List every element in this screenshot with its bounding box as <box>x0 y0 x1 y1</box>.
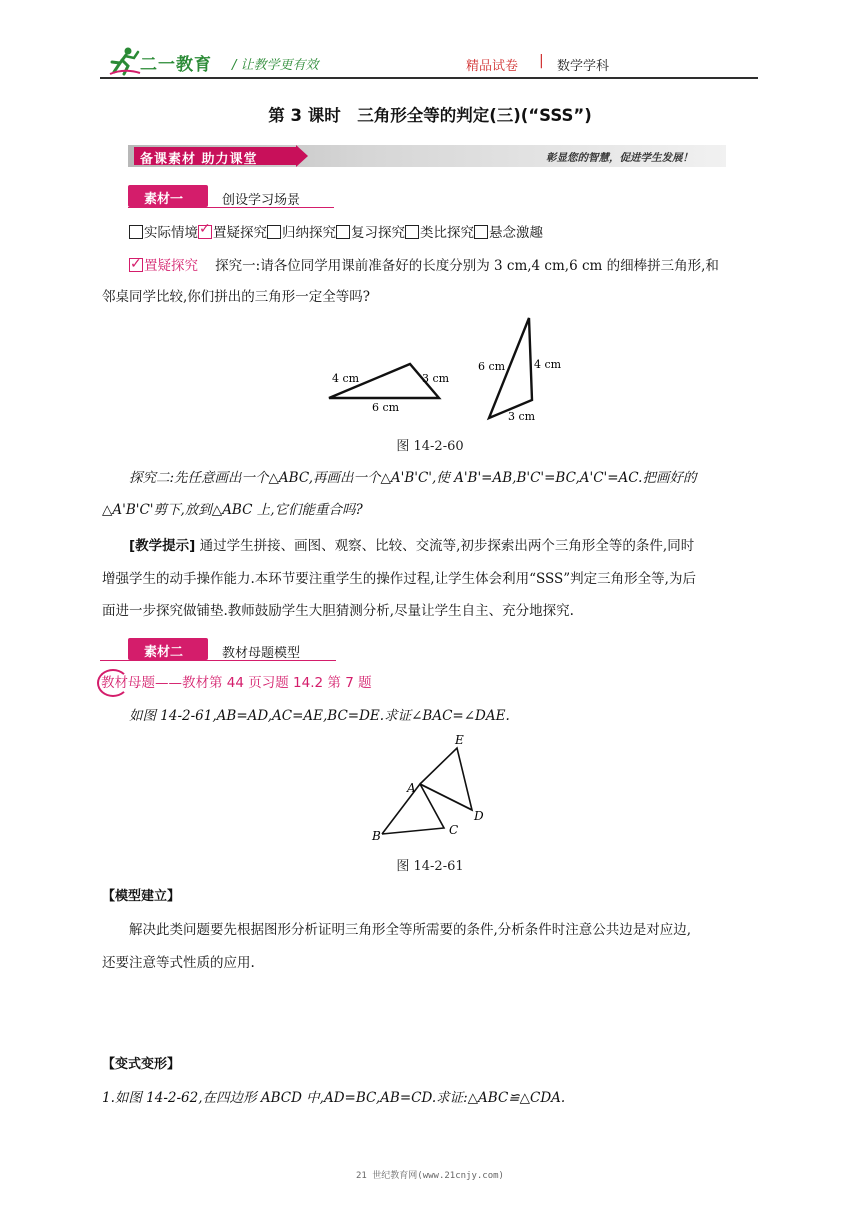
explore2-line2: △A'B'C'剪下,放到△ABC 上,它们能重合吗? <box>102 502 363 518</box>
section2-underline <box>100 660 336 661</box>
point-a-label: A <box>407 781 416 795</box>
checkbox-label: 类比探究 <box>420 225 474 241</box>
explore1-text: 探究一:请各位同学用课前准备好的长度分别为 3 cm,4 cm,6 cm 的细棒拼三角形,和 <box>215 258 719 274</box>
checkbox-empty-icon <box>474 225 488 239</box>
tri2-bottom-label: 3 cm <box>508 410 536 423</box>
teaching-tip-line3: 面进一步探究做铺垫.教师鼓励学生大胆猜测分析,尽量让学生自主、充分地探究. <box>102 603 574 619</box>
checkbox-empty-icon <box>405 225 419 239</box>
point-d-label: D <box>474 809 484 823</box>
model-line1: 解决此类问题要先根据图形分析证明三角形全等所需要的条件,分析条件时注意公共边是对应边, <box>129 922 692 938</box>
page-title: 第 3 课时 三角形全等的判定(三)(“SSS”) <box>268 106 592 125</box>
explore2-line1: 探究二:先任意画出一个△ABC,再画出一个△A'B'C',使 A'B'=AB,B'C'=BC,A'C'=AC.把画好的 <box>129 470 697 486</box>
page-footer: 21 世纪教育网(www.21cnjy.com) <box>356 1171 504 1181</box>
model-heading: 【模型建立】 <box>102 889 181 904</box>
explore1-line1 <box>129 256 719 276</box>
lead-label: 置疑探究 <box>144 258 198 274</box>
checkbox-suspense[interactable] <box>474 225 543 241</box>
logo-text: 二一教育 <box>140 55 212 75</box>
checkbox-analogy-explore[interactable] <box>405 225 474 241</box>
header-slogan: / 让教学更有效 <box>232 58 319 73</box>
variant-heading: 【变式变形】 <box>102 1057 181 1072</box>
tri1-bottom-label: 6 cm <box>372 401 400 414</box>
banner-chevron-icon <box>296 145 308 167</box>
header-label-premium: 精品试卷 <box>466 59 519 74</box>
checkbox-empty-icon <box>267 225 281 239</box>
checkbox-label: 实际情境 <box>144 225 198 241</box>
teaching-tip-text: 通过学生拼接、画图、观察、比较、交流等,初步探索出两个三角形全等的条件,同时 <box>195 538 695 554</box>
checkbox-review-explore[interactable] <box>336 225 405 241</box>
header-rule <box>100 77 758 79</box>
checkbox-label: 归纳探究 <box>282 225 336 241</box>
point-b-label: B <box>372 829 381 842</box>
model-line2: 还要注意等式性质的应用. <box>102 955 255 971</box>
tri1-left-label: 4 cm <box>332 372 360 385</box>
teaching-tip-line2: 增强学生的动手操作能力.本环节要注重学生的操作过程,让学生体会利用“SSS”判定三角形全等,为后 <box>102 571 696 587</box>
figure-caption-61: 图 14-2-61 <box>396 859 464 874</box>
checkbox-checked-icon <box>129 258 143 272</box>
checkbox-checked-icon <box>198 225 212 239</box>
teaching-tip-line1 <box>129 536 694 556</box>
teaching-tip-label: [教学提示] <box>129 538 196 554</box>
checkbox-label: 置疑探究 <box>213 225 267 241</box>
figure-caption-60: 图 14-2-60 <box>396 439 464 454</box>
point-c-label: C <box>449 823 459 837</box>
scenario-checkbox-row <box>129 221 543 241</box>
logo-runner-icon <box>108 46 142 80</box>
mother-problem-line <box>101 673 372 693</box>
section2-tag-label: 素材二 <box>144 645 184 660</box>
point-e-label: E <box>455 733 464 747</box>
explore1-line2: 邻桌同学比较,你们拼出的三角形一定全等吗? <box>102 289 371 305</box>
tri1-right-label: 3 cm <box>422 372 450 385</box>
checkbox-induction-explore[interactable] <box>267 225 336 241</box>
checkbox-label: 复习探究 <box>351 225 405 241</box>
section1-tag-label: 素材一 <box>144 192 184 207</box>
checkbox-empty-icon <box>129 225 143 239</box>
problem-statement: 如图 14-2-61,AB=AD,AC=AE,BC=DE.求证∠BAC=∠DAE. <box>129 708 510 724</box>
tri2-right-label: 4 cm <box>534 358 562 371</box>
checkbox-empty-icon <box>336 225 350 239</box>
checkbox-question-explore[interactable] <box>198 225 267 241</box>
checkbox-label: 悬念激趣 <box>489 225 543 241</box>
header-separator: | <box>539 53 544 69</box>
banner-motto: 彰显您的智慧，促进学生发展！ <box>546 152 693 164</box>
checkbox-real-situation[interactable] <box>129 225 198 241</box>
mother-problem-source: ——教材第 44 页习题 14.2 第 7 题 <box>155 675 372 691</box>
figure-14-2-61 <box>360 730 500 842</box>
triangle-ade <box>420 748 472 810</box>
section1-title: 创设学习场景 <box>222 193 301 208</box>
figure-14-2-60 <box>300 312 580 424</box>
section2-title: 教材母题模型 <box>222 646 301 661</box>
variant-item-1: 1.如图 14-2-62,在四边形 ABCD 中,AD=BC,AB=CD.求证:△ABC≌△CDA. <box>102 1090 566 1106</box>
header-label-subject: 数学学科 <box>557 59 610 74</box>
mother-problem-label: 教材母题 <box>101 675 155 691</box>
banner-label: 备课素材 助力课堂 <box>140 152 258 167</box>
tri2-left-label: 6 cm <box>478 360 506 373</box>
